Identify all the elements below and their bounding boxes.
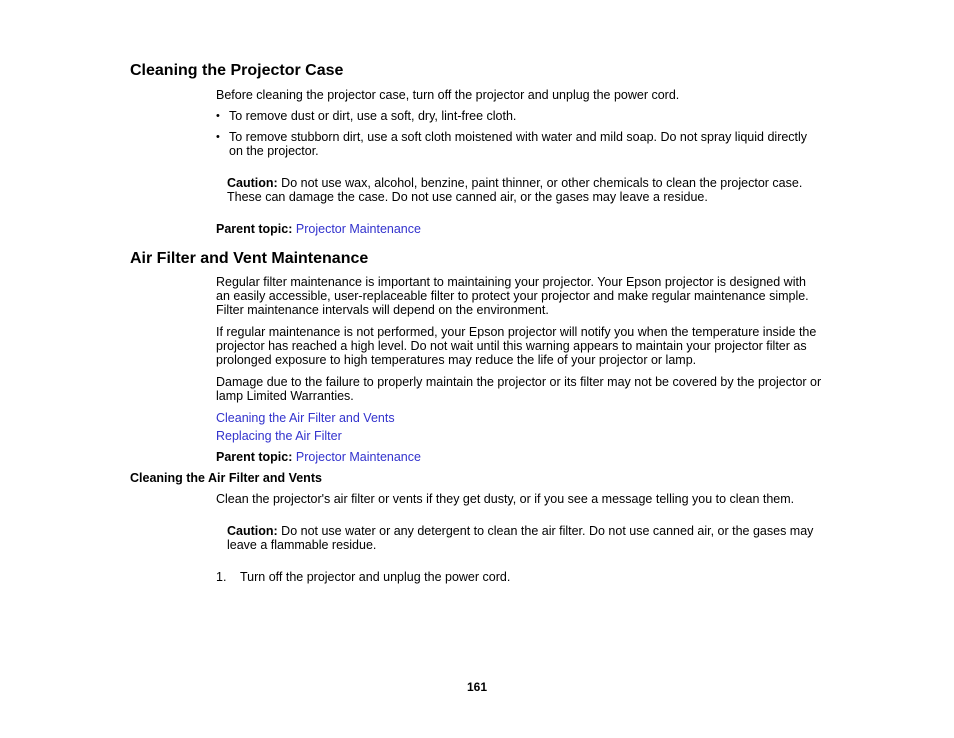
bullet-text: To remove dust or dirt, use a soft, dry, lint-free cloth.	[229, 109, 517, 123]
link-cleaning-air-filter-and-vents[interactable]: Cleaning the Air Filter and Vents	[216, 411, 395, 425]
section-body-air-filter-vent-maintenance	[216, 275, 822, 464]
bullet-icon: •	[216, 110, 220, 122]
section-heading-cleaning-projector-case: Cleaning the Projector Case	[130, 62, 344, 79]
section-heading-air-filter-vent-maintenance: Air Filter and Vent Maintenance	[130, 250, 369, 267]
body-paragraph: Damage due to the failure to properly maintain the projector or its filter may not be covered by the projector or lamp Limited Warranties.	[216, 375, 822, 403]
step-number: 1.	[216, 570, 227, 584]
caution-label: Caution:	[227, 176, 278, 190]
subsection-heading-cleaning-air-filter-vents: Cleaning the Air Filter and Vents	[130, 471, 322, 485]
caution-note	[227, 524, 822, 552]
caution-note	[227, 176, 822, 204]
intro-paragraph: Before cleaning the projector case, turn off the projector and unplug the power cord.	[216, 88, 680, 102]
bullet-item	[216, 130, 822, 158]
bullet-text: To remove stubborn dirt, use a soft cloth moistened with water and mild soap. Do not spray liquid directly on the projector.	[229, 130, 808, 158]
intro-paragraph: Clean the projector's air filter or vents if they get dusty, or if you see a message telling you to clean them.	[216, 492, 795, 506]
parent-topic-line	[216, 450, 822, 464]
step-text: Turn off the projector and unplug the power cord.	[240, 570, 511, 584]
body-paragraph: Regular filter maintenance is important to maintaining your projector. Your Epson projector is designed with an easily accessible, user-replaceable filter to protect your projector and make regular maintenance simple. Filter maintenance intervals will depend on the environment.	[216, 275, 809, 317]
parent-topic-line	[216, 222, 822, 236]
parent-topic-link-projector-maintenance[interactable]: Projector Maintenance	[295, 222, 421, 236]
link-replacing-air-filter[interactable]: Replacing the Air Filter	[216, 429, 342, 443]
caution-text: Do not use water or any detergent to clean the air filter. Do not use canned air, or the gases may leave a flammable residue.	[227, 524, 814, 552]
section-body-cleaning-projector-case	[216, 88, 822, 236]
page-number: 161	[466, 680, 488, 694]
bullet-icon: •	[216, 131, 220, 143]
related-link-line	[216, 411, 822, 425]
numbered-step	[216, 570, 822, 584]
caution-label: Caution:	[227, 524, 278, 538]
related-link-line	[216, 429, 822, 443]
parent-topic-label: Parent topic:	[216, 222, 293, 236]
parent-topic-label: Parent topic:	[216, 450, 293, 464]
bullet-item	[216, 109, 822, 123]
body-paragraph: If regular maintenance is not performed, your Epson projector will notify you when the temperature inside the projector has reached a high level. Do not wait until this warning appears to maintain your projector filter as prolonged exposure to high temperatures may reduce the life of your projector or lamp.	[216, 325, 817, 367]
subsection-body-cleaning-air-filter-vents	[216, 492, 822, 584]
parent-topic-link-projector-maintenance[interactable]: Projector Maintenance	[295, 450, 421, 464]
caution-text: Do not use wax, alcohol, benzine, paint thinner, or other chemicals to clean the projector case. These can damage the case. Do not use canned air, or the gases may leave a residue.	[227, 176, 803, 204]
